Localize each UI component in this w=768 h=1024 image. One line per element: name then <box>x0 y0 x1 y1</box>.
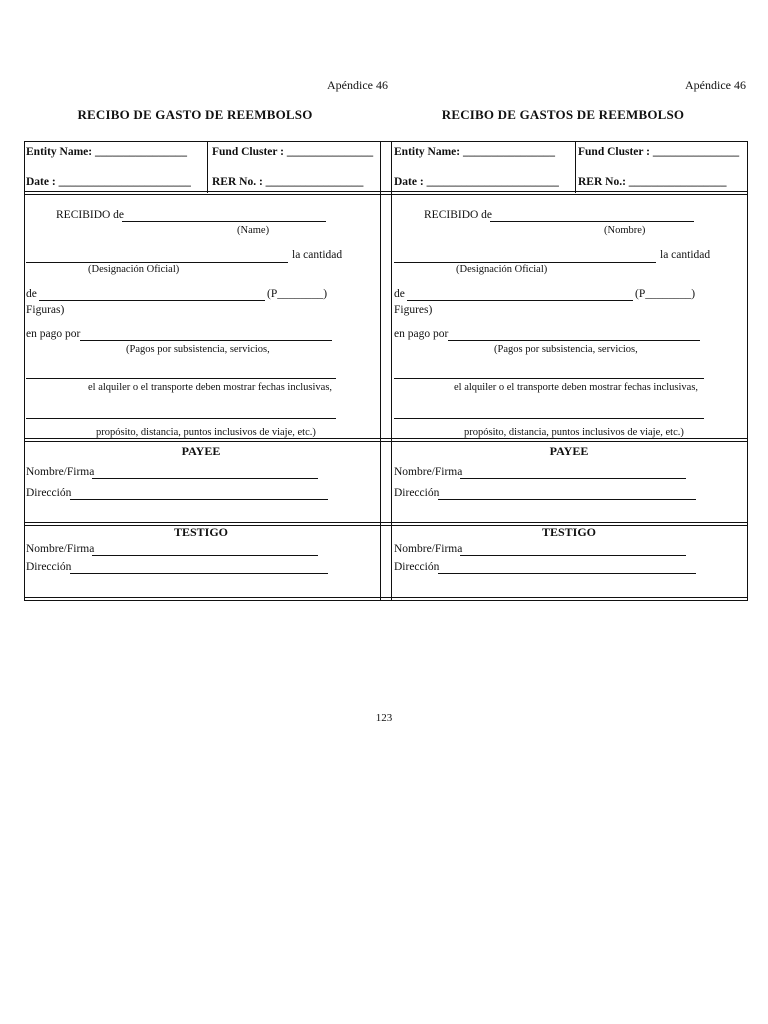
payment-for-label: en pago por <box>26 328 81 340</box>
payment-line-2[interactable] <box>26 378 336 379</box>
amount-label: la cantidad <box>660 249 711 261</box>
payment-for-line[interactable] <box>80 340 332 341</box>
date-field[interactable]: Date : _______________________ <box>394 176 559 188</box>
receipt-form-right <box>390 0 756 620</box>
payment-hint-1: (Pagos por subsistencia, servicios, <box>494 344 638 355</box>
witness-name-line[interactable] <box>460 555 686 556</box>
witness-title: TESTIGO <box>173 525 229 539</box>
payment-hint-3: propósito, distancia, puntos inclusivos de viaje, etc.) <box>96 427 316 438</box>
received-from-line[interactable] <box>122 221 326 222</box>
name-hint: (Nombre) <box>604 225 646 236</box>
payment-line-2[interactable] <box>394 378 704 379</box>
peso-figures-field[interactable]: (P________) <box>267 288 328 300</box>
figures-hint: Figures) <box>394 304 433 316</box>
witness-name-label: Nombre/Firma <box>26 543 95 555</box>
received-from-label: RECIBIDO de <box>56 209 125 221</box>
name-hint: (Name) <box>237 225 270 236</box>
payee-name-line[interactable] <box>92 478 318 479</box>
de-label: de <box>394 288 405 300</box>
payee-name-label: Nombre/Firma <box>394 466 463 478</box>
witness-title: TESTIGO <box>541 525 597 539</box>
payee-title: PAYEE <box>549 444 589 458</box>
witness-address-label: Dirección <box>394 561 440 573</box>
amount-label: la cantidad <box>292 249 343 261</box>
fund-cluster-field[interactable]: Fund Cluster : _______________ <box>578 146 740 158</box>
payment-hint-1: (Pagos por subsistencia, servicios, <box>126 344 270 355</box>
appendix-label: Apéndice 46 <box>327 78 388 92</box>
appendix-label: Apéndice 46 <box>685 78 746 92</box>
payee-address-line[interactable] <box>70 499 328 500</box>
amount-words-line[interactable] <box>407 300 633 301</box>
fund-cluster-field[interactable]: Fund Cluster : _______________ <box>212 146 374 158</box>
amount-words-line[interactable] <box>39 300 265 301</box>
payment-line-3[interactable] <box>26 418 336 419</box>
payee-address-line[interactable] <box>438 499 696 500</box>
designation-hint: (Designación Oficial) <box>88 264 180 275</box>
form-title: RECIBO DE GASTO DE REEMBOLSO <box>77 107 313 122</box>
payee-address-label: Dirección <box>26 487 72 499</box>
designation-line[interactable] <box>394 262 656 263</box>
form-title: RECIBO DE GASTOS DE REEMBOLSO <box>441 107 685 122</box>
receipt-form-left <box>22 0 388 620</box>
received-from-line[interactable] <box>490 221 694 222</box>
payee-name-line[interactable] <box>460 478 686 479</box>
payment-hint-3: propósito, distancia, puntos inclusivos de viaje, etc.) <box>464 427 684 438</box>
peso-figures-field[interactable]: (P________) <box>635 288 696 300</box>
de-label: de <box>26 288 37 300</box>
rer-no-field[interactable]: RER No. : _________________ <box>212 176 364 188</box>
payment-hint-2: el alquiler o el transporte deben mostrar fechas inclusivas, <box>88 382 333 393</box>
figures-hint: Figuras) <box>26 304 65 316</box>
entity-name-field[interactable]: Entity Name: ________________ <box>26 146 187 158</box>
payment-for-label: en pago por <box>394 328 449 340</box>
witness-address-line[interactable] <box>70 573 328 574</box>
payment-for-line[interactable] <box>448 340 700 341</box>
page-number: 123 <box>375 712 393 724</box>
witness-name-line[interactable] <box>92 555 318 556</box>
witness-address-line[interactable] <box>438 573 696 574</box>
designation-hint: (Designación Oficial) <box>456 264 548 275</box>
entity-name-field[interactable]: Entity Name: ________________ <box>394 146 555 158</box>
payment-hint-2: el alquiler o el transporte deben mostrar fechas inclusivas, <box>454 382 699 393</box>
payee-title: PAYEE <box>181 444 221 458</box>
received-from-label: RECIBIDO de <box>424 209 493 221</box>
payee-name-label: Nombre/Firma <box>26 466 95 478</box>
date-field[interactable]: Date : _______________________ <box>26 176 191 188</box>
witness-address-label: Dirección <box>26 561 72 573</box>
witness-name-label: Nombre/Firma <box>394 543 463 555</box>
payment-line-3[interactable] <box>394 418 704 419</box>
payee-address-label: Dirección <box>394 487 440 499</box>
rer-no-field[interactable]: RER No.: _________________ <box>578 176 727 188</box>
designation-line[interactable] <box>26 262 288 263</box>
